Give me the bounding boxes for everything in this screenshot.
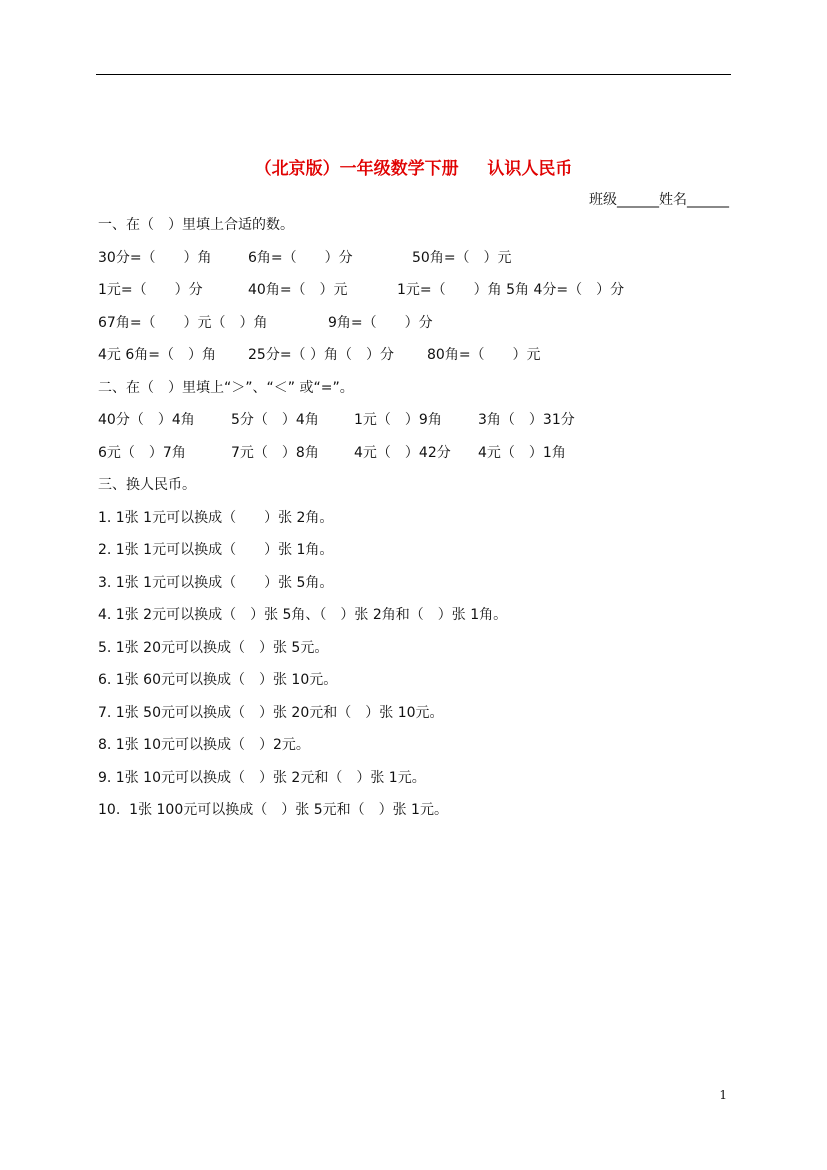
s1-r4-c2: 25分=（ ）角（ ）分 — [248, 347, 394, 363]
section3-heading: 三、换人民币。 — [98, 477, 196, 493]
s2-r1-c1: 40分（ ）4角 — [98, 412, 195, 428]
s3-item-3: 3. 1张 1元可以换成（ ）张 5角。 — [98, 575, 334, 591]
s3-item-8: 8. 1张 10元可以换成（ ）2元。 — [98, 737, 310, 753]
s1-r4-c1: 4元 6角=（ ）角 — [98, 347, 216, 363]
s1-r1-c1: 30分=（ ）角 — [98, 250, 212, 266]
s3-item-6: 6. 1张 60元可以换成（ ）张 10元。 — [98, 672, 338, 688]
s3-item-7: 7. 1张 50元可以换成（ ）张 20元和（ ）张 10元。 — [98, 705, 444, 721]
s1-r1-c3: 50角=（ ）元 — [412, 250, 512, 266]
s2-r2-c3: 4元（ ）42分 — [354, 445, 451, 461]
s1-r2-c2: 40角=（ ）元 — [248, 282, 348, 298]
s2-r1-c2: 5分（ ）4角 — [231, 412, 319, 428]
class-name-line: 班级______姓名______ — [589, 192, 729, 208]
s2-r1-c4: 3角（ ）31分 — [478, 412, 575, 428]
s2-r1-c3: 1元（ ）9角 — [354, 412, 442, 428]
s2-r2-c4: 4元（ ）1角 — [478, 445, 566, 461]
s1-r2-c3: 1元=（ ）角 5角 4分=（ ）分 — [397, 282, 625, 298]
s3-item-10: 10. 1张 100元可以换成（ ）张 5元和（ ）张 1元。 — [98, 802, 448, 818]
section2-heading: 二、在（ ）里填上“＞”、“＜” 或“=”。 — [98, 380, 354, 396]
s1-r3-c1: 67角=（ ）元（ ）角 — [98, 315, 268, 331]
s2-r2-c2: 7元（ ）8角 — [231, 445, 319, 461]
s1-r1-c2: 6角=（ ）分 — [248, 250, 353, 266]
s3-item-4: 4. 1张 2元可以换成（ ）张 5角、（ ）张 2角和（ ）张 1角。 — [98, 607, 508, 623]
s3-item-1: 1. 1张 1元可以换成（ ）张 2角。 — [98, 510, 334, 526]
header-rule — [96, 74, 731, 75]
s1-r2-c1: 1元=（ ）分 — [98, 282, 203, 298]
page-title: （北京版）一年级数学下册 认识人民币 — [254, 159, 573, 179]
s3-item-5: 5. 1张 20元可以换成（ ）张 5元。 — [98, 640, 329, 656]
s3-item-2: 2. 1张 1元可以换成（ ）张 1角。 — [98, 542, 334, 558]
s1-r4-c3: 80角=（ ）元 — [427, 347, 541, 363]
s1-r3-c2: 9角=（ ）分 — [328, 315, 433, 331]
page-number: 1 — [719, 1088, 727, 1102]
section1-heading: 一、在（ ）里填上合适的数。 — [98, 217, 294, 233]
s3-item-9: 9. 1张 10元可以换成（ ）张 2元和（ ）张 1元。 — [98, 770, 426, 786]
s2-r2-c1: 6元（ ）7角 — [98, 445, 186, 461]
